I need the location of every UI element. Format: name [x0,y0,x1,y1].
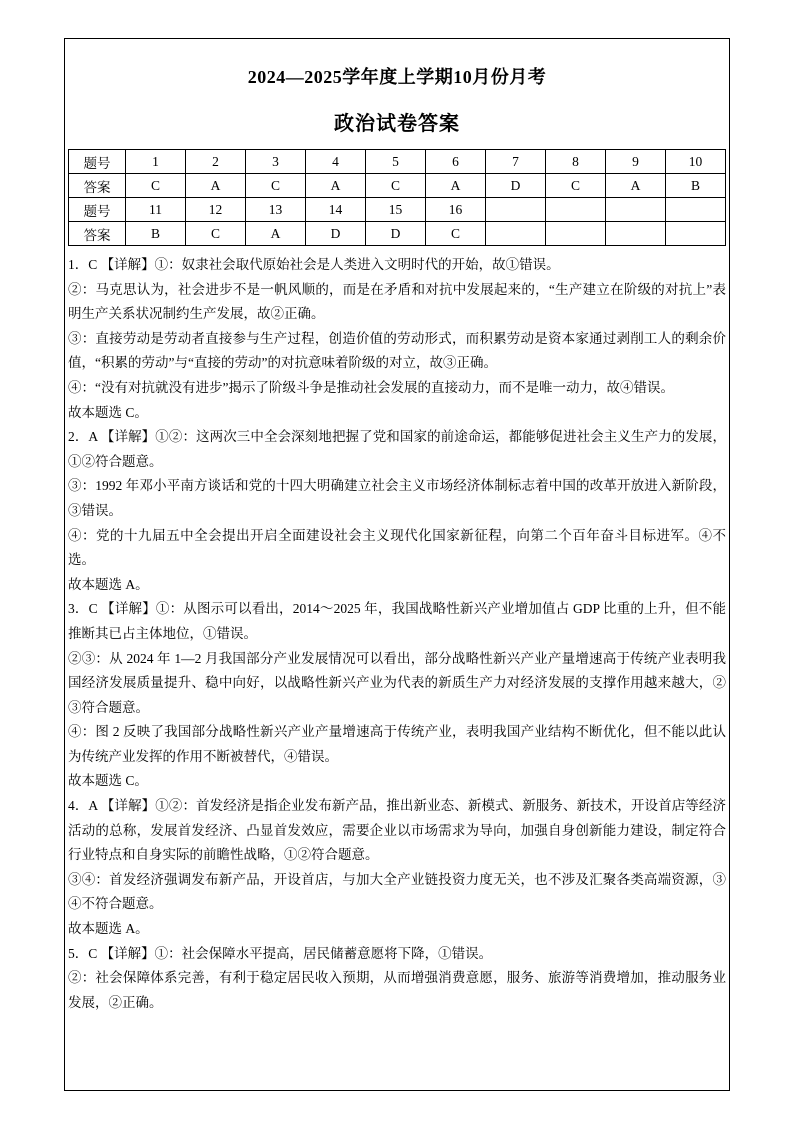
explanation-paragraph: 5．C 【详解】①：社会保障水平提高，居民储蓄意愿将下降，①错误。 [68,945,493,961]
answer-cell: 12 [186,198,246,222]
answer-cell: 9 [606,150,666,174]
explanation-paragraph: ④：“没有对抗就没有进步”揭示了阶级斗争是推动社会发展的直接动力，而不是唯一动力，故④错误。 [68,379,674,395]
answer-cell: B [666,174,726,198]
answer-cell: B [126,222,186,246]
answer-cell: 7 [486,150,546,174]
answer-table-row [69,198,726,222]
answer-cell: C [546,174,606,198]
explanation-paragraph: ③④：首发经济强调发布新产品，开设首店，与加大全产业链投资力度无关，也不涉及汇聚各类高端资源，③④不符合题意。 [68,871,726,912]
answer-table-body [69,150,726,246]
exam-title: 2024—2025学年度上学期10月份月考 [247,67,547,87]
explanation-paragraph: ③：直接劳动是劳动者直接参与生产过程，创造价值的劳动形式，而积累劳动是资本家通过剥削工人的剩余价值，“积累的劳动”与“直接的劳动”的对抗意味着阶级的对立，故③正确。 [68,330,726,371]
answer-table [68,149,726,246]
answer-cell: C [246,174,306,198]
answer-cell: 13 [246,198,306,222]
explanations-section [68,253,726,1015]
answer-cell [666,198,726,222]
answer-cell [606,222,666,246]
answer-cell: 14 [306,198,366,222]
explanation-paragraph: 1．C 【详解】①：奴隶社会取代原始社会是人类进入文明时代的开始，故①错误。 [68,257,560,272]
explanation-paragraph: ②③：从 2024 年 1—2 月我国部分产业发展情况可以看出，部分战略性新兴产业产量增速高于传统产业表明我国经济发展质量提升、稳中向好，以战略性新兴产业为代表的新质生产力对经济发展的支撑作用越来越大，②③符合题意。 [68,650,726,715]
page-border-frame [64,38,730,1091]
answer-cell: 2 [186,150,246,174]
answer-cell: 10 [666,150,726,174]
answer-cell [486,198,546,222]
answer-cell: 4 [306,150,366,174]
answer-cell: 11 [126,198,186,222]
answer-cell [606,198,666,222]
answer-cell: A [186,174,246,198]
row-label-cell: 答案 [69,222,126,246]
explanation-paragraph: 故本题选 C。 [68,773,148,789]
answer-cell [666,222,726,246]
row-label-cell: 答案 [69,174,126,198]
answer-cell: D [486,174,546,198]
answer-cell: 16 [426,198,486,222]
explanation-paragraph: 故本题选 A。 [68,921,149,937]
answer-cell: C [426,222,486,246]
explanation-paragraph: 3．C 【详解】①：从图示可以看出，2014～2025 年，我国战略性新兴产业增加值占 GDP 比重的上升，但不能推断其已占主体地位，①错误。 [68,601,726,641]
answer-cell: D [366,222,426,246]
answer-cell: 6 [426,150,486,174]
answer-cell: 5 [366,150,426,174]
answer-table-row [69,150,726,174]
answer-cell [486,222,546,246]
explanation-paragraph: 4．A 【详解】①②：首发经济是指企业发布新产品，推出新业态、新模式、新服务、新技术，开设首店等经济活动的总称，发展首发经济、凸显首发效应，需要企业以市场需求为导向，加强自身创新能力建设，制定符合行业特点和自身实际的前瞻性战略，①②符合题意。 [68,798,726,863]
answer-cell: 8 [546,150,606,174]
explanation-paragraph: ②：马克思认为，社会进步不是一帆风顺的，而是在矛盾和对抗中发展起来的，“生产建立在阶级的对抗上”表明生产关系状况制约生产发展，故②正确。 [68,281,726,322]
answer-cell: A [306,174,366,198]
answer-cell: 15 [366,198,426,222]
answer-cell: C [186,222,246,246]
row-label-cell: 题号 [69,150,126,174]
answer-cell: 1 [126,150,186,174]
answer-table-row [69,174,726,198]
row-label-cell: 题号 [69,198,126,222]
answer-cell: 3 [246,150,306,174]
answer-cell: D [306,222,366,246]
answer-cell [546,198,606,222]
explanation-paragraph: 故本题选 C。 [68,404,148,420]
explanation-paragraph: ④：图 2 反映了我国部分战略性新兴产业产量增速高于传统产业，表明我国产业结构不断优化，但不能以此认为传统产业发挥的作用不断被替代，④错误。 [68,724,726,764]
answer-cell: C [366,174,426,198]
answer-cell: A [606,174,666,198]
answer-sheet-subtitle: 政治试卷答案 [334,113,460,135]
explanation-paragraph: ④：党的十九届五中全会提出开启全面建设社会主义现代化国家新征程，向第二个百年奋斗目标进军。④不选。 [68,527,726,568]
explanation-paragraph: 故本题选 A。 [68,576,149,592]
explanation-paragraph: ②：社会保障体系完善，有利于稳定居民收入预期，从而增强消费意愿，服务、旅游等消费增加，推动服务业发展，②正确。 [68,970,726,1010]
explanation-paragraph: ③：1992 年邓小平南方谈话和党的十四大明确建立社会主义市场经济体制标志着中国的改革开放进入新阶段，③错误。 [68,478,726,518]
answer-table-row [69,222,726,246]
answer-cell: A [246,222,306,246]
answer-cell: A [426,174,486,198]
answer-cell: C [126,174,186,198]
answer-cell [546,222,606,246]
explanation-paragraph: 2．A 【详解】①②：这两次三中全会深刻地把握了党和国家的前途命运，都能够促进社会主义生产力的发展，①②符合题意。 [68,429,726,469]
